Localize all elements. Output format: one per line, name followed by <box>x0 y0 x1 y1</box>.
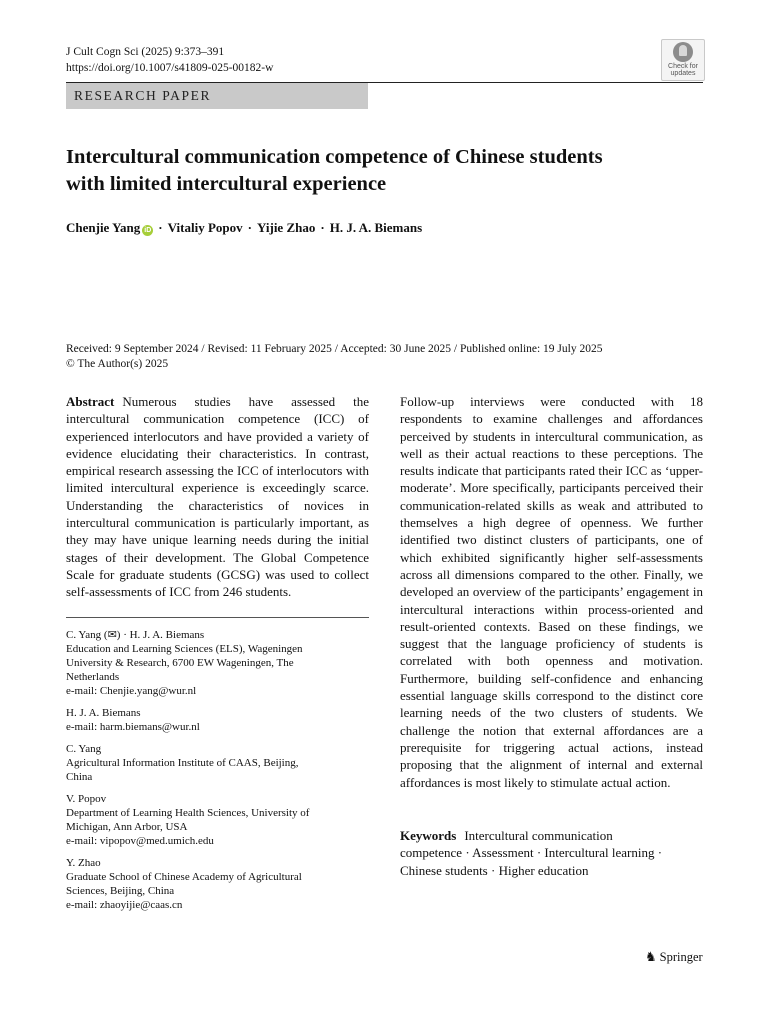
bookmark-icon <box>673 42 693 62</box>
affiliation-block <box>66 792 369 848</box>
abstract-label: Abstract <box>66 394 115 409</box>
affiliation-rule <box>66 617 369 618</box>
title-line-1: Intercultural communication competence of Chinese students <box>66 146 603 168</box>
author-name[interactable]: Vitaliy Popov <box>167 220 243 235</box>
affiliation-line: Sciences, Beijing, China <box>66 885 175 897</box>
email-link[interactable]: e-mail: zhaoyijie@caas.cn <box>66 899 183 911</box>
affiliation-line: University & Research, 6700 EW Wageningen, The <box>66 657 294 669</box>
affiliation-block <box>66 856 369 912</box>
section-label: RESEARCH PAPER <box>66 83 368 109</box>
affiliation-line: V. Popov <box>66 793 107 805</box>
affiliation-line: Graduate School of Chinese Academy of Agricultural <box>66 871 302 883</box>
keywords-line: competence · Assessment · Intercultural learning · <box>400 845 663 861</box>
keywords-line: Chinese students · Higher education <box>400 862 589 878</box>
abstract-text-right: Follow-up interviews were conducted with 18 respondents to examine challenges and affordances perceived by students in intercultural communication, as well as their actual reactions to these perceptions. The results indicate that participants rated their ICC as ‘upper-moderate’. More specifically, participants perceived their communication-related skills as weak and attributed to themselves a high degree of openness. We further identified two distinct clusters of participants, one of which exhibited significantly higher self-assessments across all dimensions compared to the other. Finally, we developed an overview of the participants’ engagement in intercultural interactions within process-oriented and result-oriented contexts. Based on these findings, we suggest that the language proficiency of students is correlated with both openness and motivation. Furthermore, building self-confidence and enhancing essential language skills correspond to the distinct core learning needs of the two clusters of students. We challenge the notion that external affordances are a prerequisite for triggering actual actions, instead proposing that the alignment of internal and external affordances is most likely to stimulate actual action. <box>400 394 703 790</box>
affiliation-block <box>66 628 369 698</box>
affiliation-block <box>66 742 369 784</box>
dates-line: Received: 9 September 2024 / Revised: 11 February 2025 / Accepted: 30 June 2025 / Published online: 19 July 2025 <box>66 343 603 355</box>
affiliation-block <box>66 706 369 734</box>
abstract-left-column <box>66 393 369 601</box>
doi-link[interactable]: https://doi.org/10.1007/s41809-025-00182-w <box>66 62 274 74</box>
affiliation-line: Y. Zhao <box>66 857 101 869</box>
author-name[interactable]: Yijie Zhao <box>256 220 316 235</box>
abstract-text-left: Numerous studies have assessed the intercultural communication competence (ICC) of experienced interlocutors and have provided a variety of evidence elucidating their characteristics. In contrast, empirical research assessing the ICC of interlocutors with limited intercultural experience is exceedingly scarce. Understanding the characteristics of novices in intercultural communication is particularly important, as they may have unique learning needs during the initial stages of their development. The Global Competence Scale for graduate students (GCSG) was used to collect self-assessments of ICC from 246 students. <box>66 394 369 600</box>
keywords-label: Keywords <box>400 828 457 843</box>
check-badge-label: Check for updates <box>668 63 698 77</box>
article-title <box>66 144 706 198</box>
publisher-name: Springer <box>659 950 703 964</box>
copyright-line: © The Author(s) 2025 <box>66 358 169 370</box>
title-line-2: with limited intercultural experience <box>66 173 387 195</box>
email-link[interactable]: e-mail: harm.biemans@wur.nl <box>66 721 200 733</box>
publication-history <box>66 342 602 372</box>
affiliation-line: C. Yang <box>66 743 102 755</box>
keywords <box>400 827 703 879</box>
check-for-updates-badge[interactable] <box>661 39 705 81</box>
affiliation-line: Michigan, Ann Arbor, USA <box>66 821 188 833</box>
affiliation-line: Department of Learning Health Sciences, University of <box>66 807 310 819</box>
author-separator: · <box>320 220 325 235</box>
affiliation-line: Agricultural Information Institute of CAAS, Beijing, <box>66 757 299 769</box>
author-list <box>66 220 422 236</box>
journal-citation: J Cult Cogn Sci (2025) 9:373–391 <box>66 46 225 58</box>
orcid-icon[interactable]: iD <box>144 227 152 234</box>
email-link[interactable]: e-mail: Chenjie.yang@wur.nl <box>66 685 197 697</box>
author-separator: · <box>158 220 163 235</box>
email-link[interactable]: e-mail: vipopov@med.umich.edu <box>66 835 214 847</box>
journal-header <box>66 44 273 76</box>
keywords-line: Intercultural communication <box>464 828 613 843</box>
springer-horse-icon: ♞ <box>645 949 657 964</box>
author-name[interactable]: Chenjie Yang <box>66 220 141 235</box>
affiliation-line: C. Yang (✉) · H. J. A. Biemans <box>66 629 205 641</box>
abstract-right-column <box>400 393 703 791</box>
affiliations <box>66 628 369 920</box>
affiliation-line: Netherlands <box>66 671 120 683</box>
author-separator: · <box>247 220 252 235</box>
affiliation-line: Education and Learning Sciences (ELS), Wageningen <box>66 643 303 655</box>
publisher-footer <box>645 949 703 965</box>
affiliation-line: H. J. A. Biemans <box>66 707 141 719</box>
affiliation-line: China <box>66 771 93 783</box>
author-name[interactable]: H. J. A. Biemans <box>329 220 423 235</box>
